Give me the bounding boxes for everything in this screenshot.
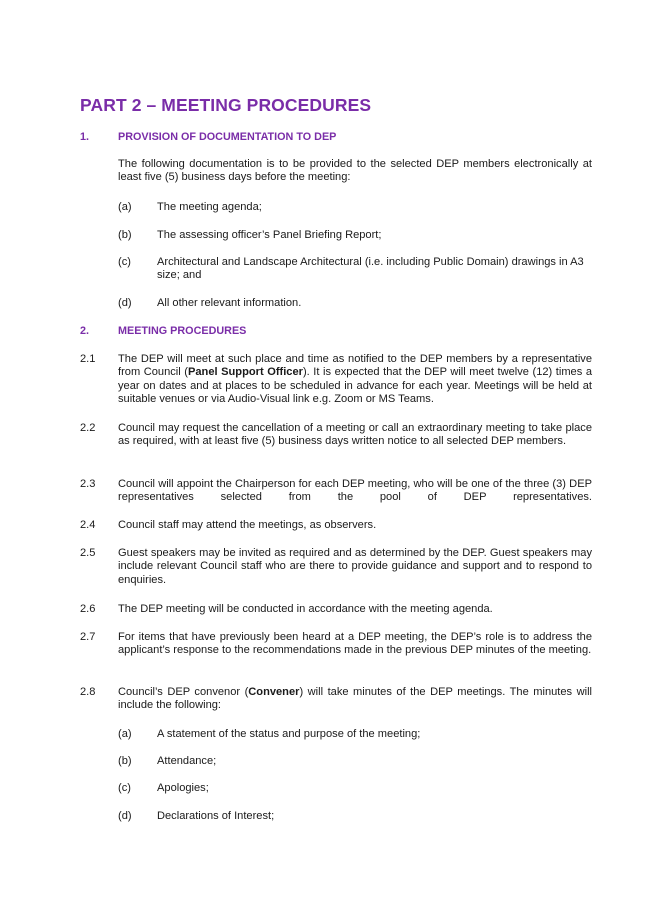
clause-number: 2.1 bbox=[80, 353, 96, 365]
list-item-label: (c) bbox=[118, 256, 131, 268]
part-title: PART 2 – MEETING PROCEDURES bbox=[80, 95, 372, 115]
clause-number: 2.4 bbox=[80, 519, 96, 531]
section-number: 1. bbox=[80, 131, 90, 143]
clause-text: Council will appoint the Chairperson for each DEP meeting, who will be one of the three (3) DEP representatives selected from the pool of DEP representatives. bbox=[118, 478, 592, 504]
bold-term: Convener bbox=[248, 686, 300, 698]
section-number: 2. bbox=[80, 325, 90, 337]
list-item-label: (d) bbox=[118, 297, 132, 309]
section-title: MEETING PROCEDURES bbox=[118, 325, 247, 337]
clause-number: 2.8 bbox=[80, 686, 96, 698]
list-item-text: The meeting agenda; bbox=[157, 201, 262, 213]
list-item-text: Architectural and Landscape Architectural (i.e. including Public Domain) drawings in A3 size; and bbox=[157, 256, 584, 282]
list-item-label: (b) bbox=[118, 229, 132, 241]
section-title: PROVISION OF DOCUMENTATION TO DEP bbox=[118, 131, 337, 143]
clause-number: 2.5 bbox=[80, 547, 96, 559]
list-item-label: (a) bbox=[118, 201, 132, 213]
clause-number: 2.3 bbox=[80, 478, 96, 490]
clause-text: Council’s DEP convenor (Convener) will take minutes of the DEP meetings. The minutes will include the following: bbox=[118, 686, 593, 712]
clause-text: The DEP meeting will be conducted in accordance with the meeting agenda. bbox=[118, 603, 493, 615]
clause-text: For items that have previously been heard at a DEP meeting, the DEP’s role is to address the applicant’s response to the recommendations made in the previous DEP minutes of the meeting. bbox=[118, 631, 592, 657]
list-item-text: A statement of the status and purpose of the meeting; bbox=[157, 728, 421, 740]
list-item-label: (a) bbox=[118, 728, 132, 740]
list-item-text: The assessing officer’s Panel Briefing Report; bbox=[157, 229, 382, 241]
clause-text: Council may request the cancellation of a meeting or call an extraordinary meeting to take place as required, with at least five (5) business days written notice to all selected DEP members. bbox=[118, 422, 592, 448]
clause-number: 2.7 bbox=[80, 631, 96, 643]
section-1-intro: The following documentation is to be provided to the selected DEP members electronically at least five (5) business days before the meeting: bbox=[118, 158, 592, 184]
clause-text: Council staff may attend the meetings, as observers. bbox=[118, 519, 377, 531]
list-item-label: (b) bbox=[118, 755, 132, 767]
list-item-text: Attendance; bbox=[157, 755, 217, 767]
list-item-label: (d) bbox=[118, 810, 132, 822]
clause-text: Guest speakers may be invited as required and as determined by the DEP. Guest speakers may include relevant Council staff who are there to provide guidance and support and to respond to enquiries. bbox=[118, 547, 592, 586]
bold-term: Panel Support Officer bbox=[187, 366, 303, 379]
list-item-text: All other relevant information. bbox=[157, 297, 302, 309]
clause-number: 2.6 bbox=[80, 603, 96, 615]
clause-number: 2.2 bbox=[80, 422, 96, 434]
list-item-text: Apologies; bbox=[157, 782, 209, 794]
list-item-text: Declarations of Interest; bbox=[157, 810, 275, 822]
list-item-label: (c) bbox=[118, 782, 131, 794]
clause-text: The DEP will meet at such place and time as notified to the DEP members by a representative from Council (Panel Support Officer). It is expected that the DEP will meet twelve (12) times a year on dates and at places to be scheduled in advance for each year. Meetings will be held at suitable venues or via Audio-Visual link e.g. Zoom or MS Teams. bbox=[118, 353, 592, 406]
